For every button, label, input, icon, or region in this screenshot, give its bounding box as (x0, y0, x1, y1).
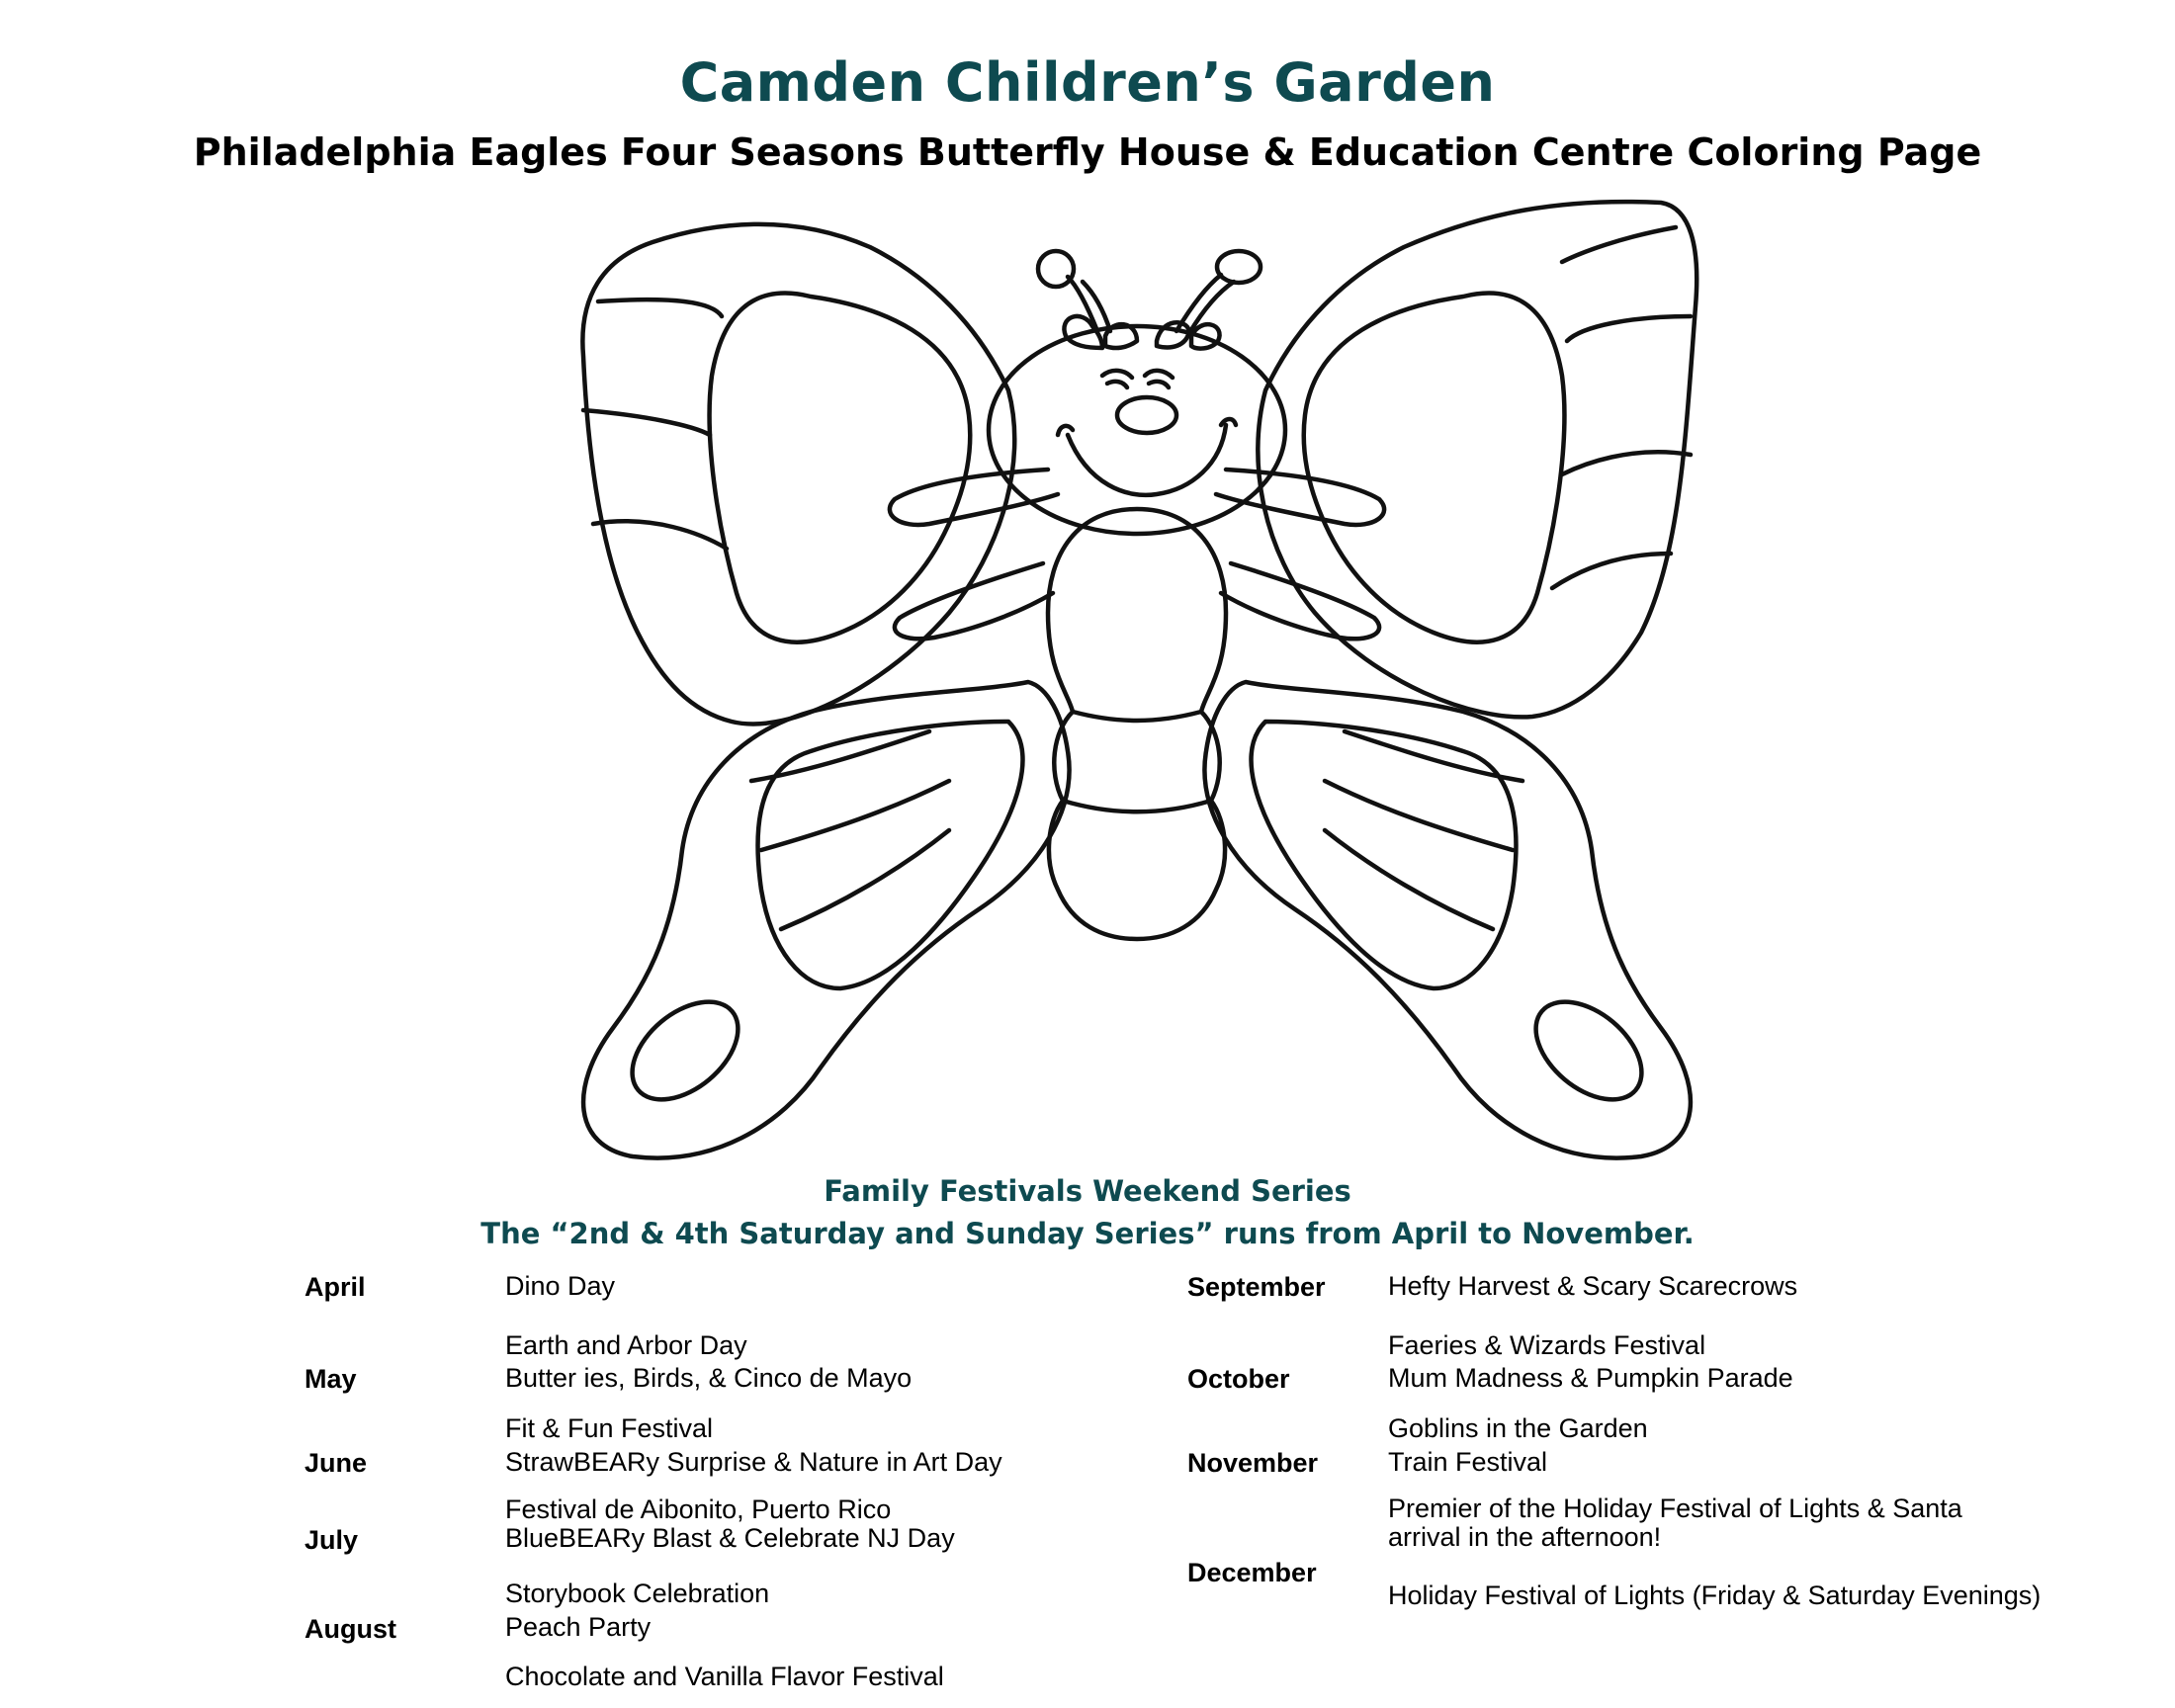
event-may-2: Fit & Fun Festival (505, 1413, 714, 1443)
right-lower-wing (1204, 682, 1690, 1158)
event-june-1: StrawBEARy Surprise & Nature in Art Day (505, 1447, 1002, 1477)
event-april-1: Dino Day (505, 1271, 616, 1301)
month-october: October (1187, 1364, 1290, 1394)
event-october-1: Mum Madness & Pumpkin Parade (1388, 1363, 1793, 1393)
event-july-1: BlueBEARy Blast & Celebrate NJ Day (505, 1523, 955, 1553)
event-november-1: Train Festival (1388, 1447, 1548, 1477)
event-october-2: Goblins in the Garden (1388, 1413, 1648, 1443)
festival-heading: Family Festivals Weekend Series (824, 1174, 1351, 1208)
event-july-2: Storybook Celebration (505, 1579, 770, 1608)
month-december: December (1187, 1558, 1317, 1587)
event-december-1: Holiday Festival of Lights (Friday & Saturday Evenings) (1388, 1580, 2042, 1610)
event-may-1: Butter ies, Birds, & Cinco de Mayo (505, 1363, 913, 1393)
event-june-2: Festival de Aibonito, Puerto Rico (505, 1494, 892, 1524)
butterfly-body (1048, 509, 1226, 939)
right-upper-wing (1258, 202, 1696, 717)
event-august-1: Peach Party (505, 1612, 652, 1642)
event-september-1: Hefty Harvest & Scary Scarecrows (1388, 1271, 1798, 1301)
event-november-2: Premier of the Holiday Festival of Lights & Santa arrival in the afternoon! (1388, 1494, 1962, 1552)
page-subtitle: Philadelphia Eagles Four Seasons Butterfly House & Education Centre Coloring Page (193, 130, 1982, 174)
butterfly-illustration (554, 188, 1730, 1166)
month-april: April (304, 1272, 366, 1302)
event-september-2: Faeries & Wizards Festival (1388, 1330, 1706, 1360)
event-august-2: Chocolate and Vanilla Flavor Festival (505, 1662, 944, 1691)
page-title: Camden Children’s Garden (679, 51, 1496, 114)
month-september: September (1187, 1272, 1326, 1302)
festival-subheading: The “2nd & 4th Saturday and Sunday Series” runs from April to November. (480, 1217, 1695, 1250)
left-lower-wing (583, 682, 1069, 1158)
month-november: November (1187, 1448, 1319, 1478)
month-july: July (304, 1525, 359, 1555)
month-august: August (304, 1614, 396, 1644)
month-may: May (304, 1364, 357, 1394)
month-june: June (304, 1448, 368, 1478)
event-april-2: Earth and Arbor Day (505, 1330, 747, 1360)
